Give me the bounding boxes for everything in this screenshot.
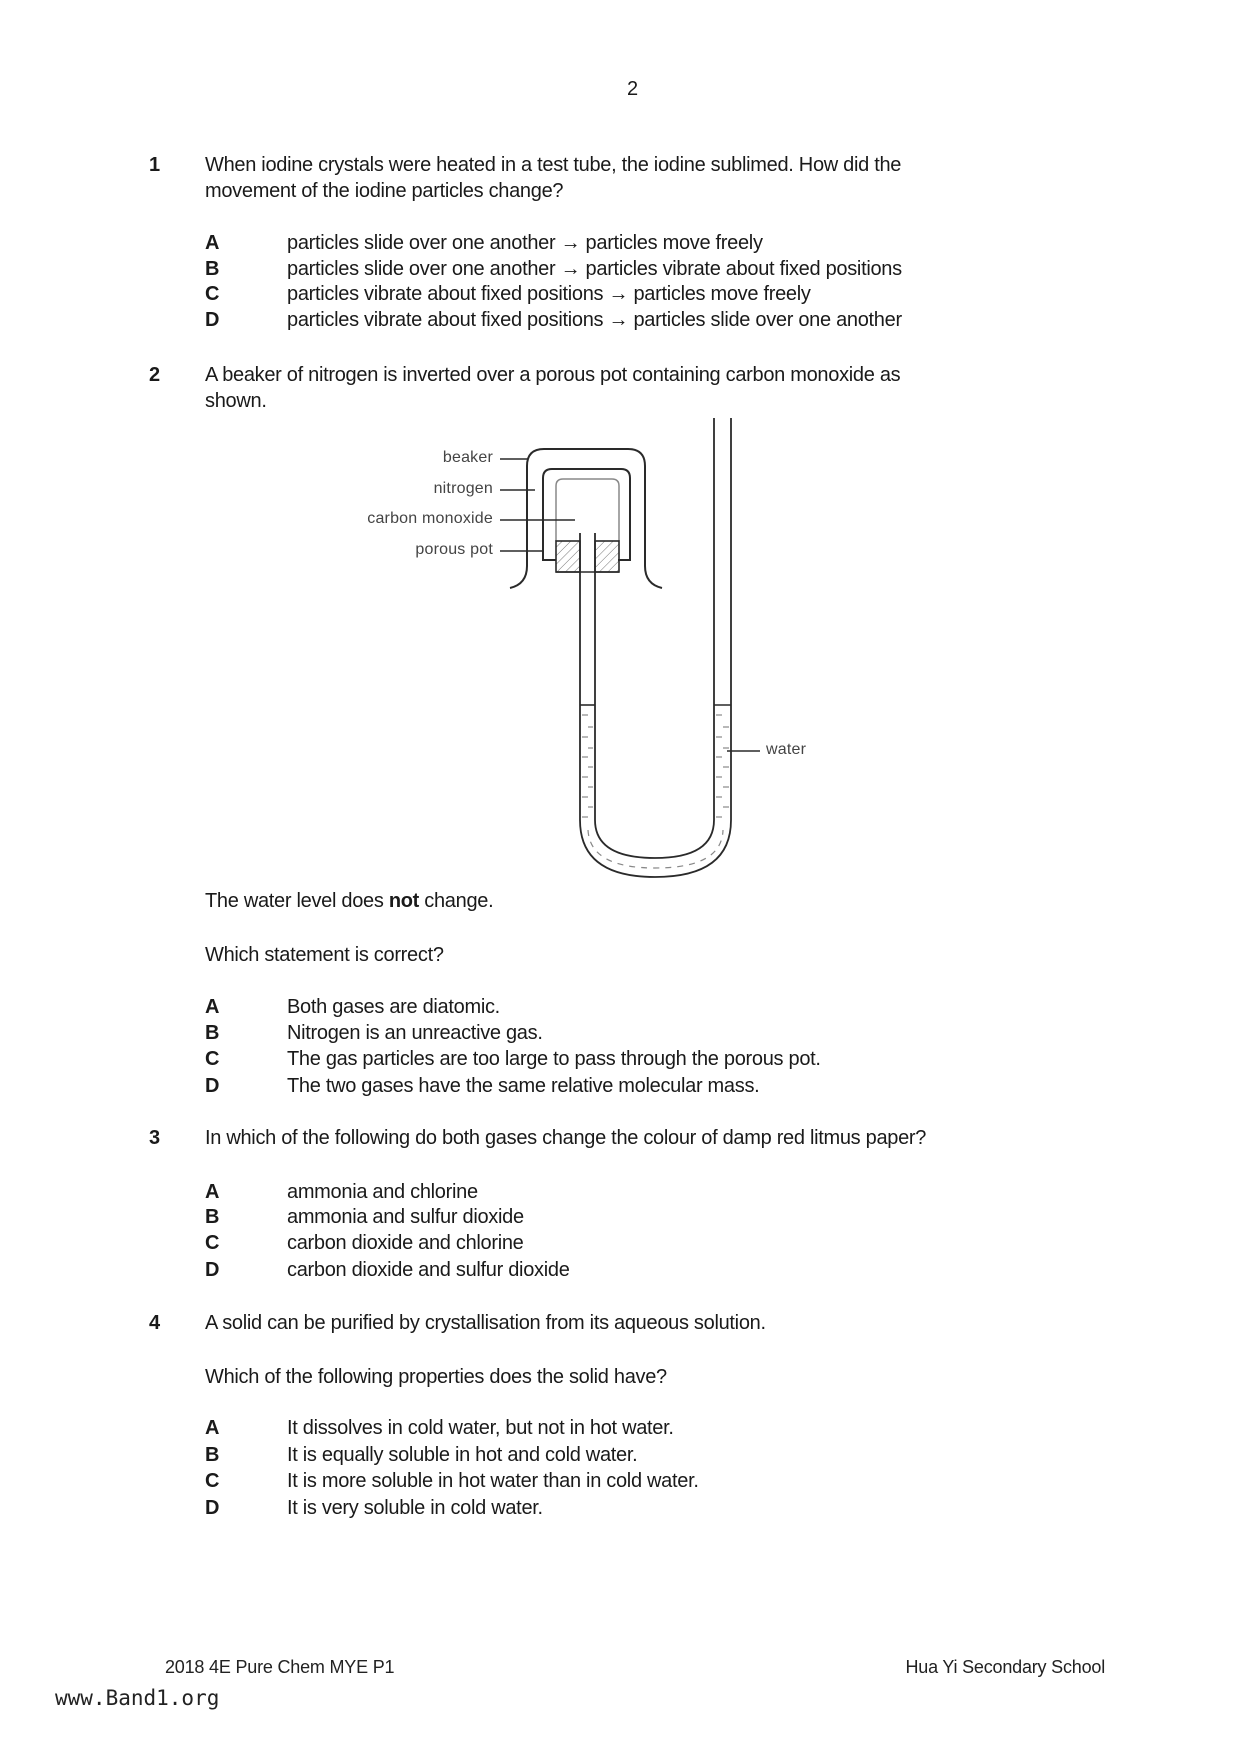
option-text: The two gases have the same relative molecular mass.: [287, 1075, 760, 1097]
question-prompt: Which statement is correct?: [205, 944, 444, 966]
option-text: It is more soluble in hot water than in cold water.: [287, 1470, 699, 1492]
option-text: particles slide over one another → particles move freely: [287, 232, 763, 254]
option-text: particles vibrate about fixed positions → particles move freely: [287, 283, 811, 305]
option-text: carbon dioxide and sulfur dioxide: [287, 1259, 570, 1281]
option-letter: B: [205, 1444, 220, 1466]
option-letter: A: [205, 996, 220, 1018]
option-letter: D: [205, 1497, 220, 1519]
option-letter: D: [205, 1075, 220, 1097]
label-carbon-monoxide: carbon monoxide: [367, 510, 493, 527]
statement-suffix: change.: [419, 890, 494, 912]
option-text: The gas particles are too large to pass through the porous pot.: [287, 1048, 821, 1070]
label-porous-pot: porous pot: [415, 541, 493, 558]
option-text: Nitrogen is an unreactive gas.: [287, 1022, 543, 1044]
page-number: 2: [627, 78, 639, 100]
question-stem-line: In which of the following do both gases change the colour of damp red litmus paper?: [205, 1127, 927, 1149]
label-water: water: [766, 741, 807, 758]
question-number: 1: [149, 154, 160, 176]
question-number: 3: [149, 1127, 160, 1149]
option-letter: B: [205, 1022, 220, 1044]
option-text: It dissolves in cold water, but not in hot water.: [287, 1417, 674, 1439]
question-stem-line: A solid can be purified by crystallisation from its aqueous solution.: [205, 1312, 766, 1334]
option-text: carbon dioxide and chlorine: [287, 1232, 524, 1254]
option-text: It is equally soluble in hot and cold water.: [287, 1444, 638, 1466]
option-letter: B: [205, 1206, 220, 1228]
question-prompt: Which of the following properties does the solid have?: [205, 1366, 667, 1388]
option-letter: C: [205, 1470, 220, 1492]
question-stem-line: A beaker of nitrogen is inverted over a porous pot containing carbon monoxide as: [205, 364, 901, 386]
option-letter: C: [205, 283, 220, 305]
question-number: 4: [149, 1312, 160, 1334]
option-text: ammonia and sulfur dioxide: [287, 1206, 524, 1228]
option-letter: B: [205, 258, 220, 280]
option-letter: A: [205, 232, 220, 254]
statement-emphasis: not: [388, 890, 420, 912]
question-stem-line: When iodine crystals were heated in a test tube, the iodine sublimed. How did the: [205, 154, 902, 176]
footer-paper-code: 2018 4E Pure Chem MYE P1: [165, 1657, 395, 1677]
question-stem-line: shown.: [205, 390, 267, 412]
option-letter: C: [205, 1232, 220, 1254]
question-statement: [205, 888, 493, 914]
option-letter: A: [205, 1181, 220, 1203]
option-text: ammonia and chlorine: [287, 1181, 478, 1203]
question-number: 2: [149, 364, 160, 386]
watermark-url: www.Band1.org: [55, 1686, 220, 1710]
question-stem-line: movement of the iodine particles change?: [205, 180, 564, 202]
option-text: It is very soluble in cold water.: [287, 1497, 543, 1519]
option-letter: D: [205, 1259, 220, 1281]
label-beaker: beaker: [442, 449, 493, 466]
option-letter: D: [205, 309, 220, 331]
statement-prefix: The water level does: [205, 890, 389, 912]
option-letter: A: [205, 1417, 220, 1439]
option-text: Both gases are diatomic.: [287, 996, 500, 1018]
option-text: particles vibrate about fixed positions → particles slide over one another: [287, 309, 902, 331]
footer-school-name: Hua Yi Secondary School: [905, 1657, 1105, 1677]
label-nitrogen: nitrogen: [433, 480, 493, 497]
option-text: particles slide over one another → particles vibrate about fixed positions: [287, 258, 902, 280]
option-letter: C: [205, 1048, 220, 1070]
